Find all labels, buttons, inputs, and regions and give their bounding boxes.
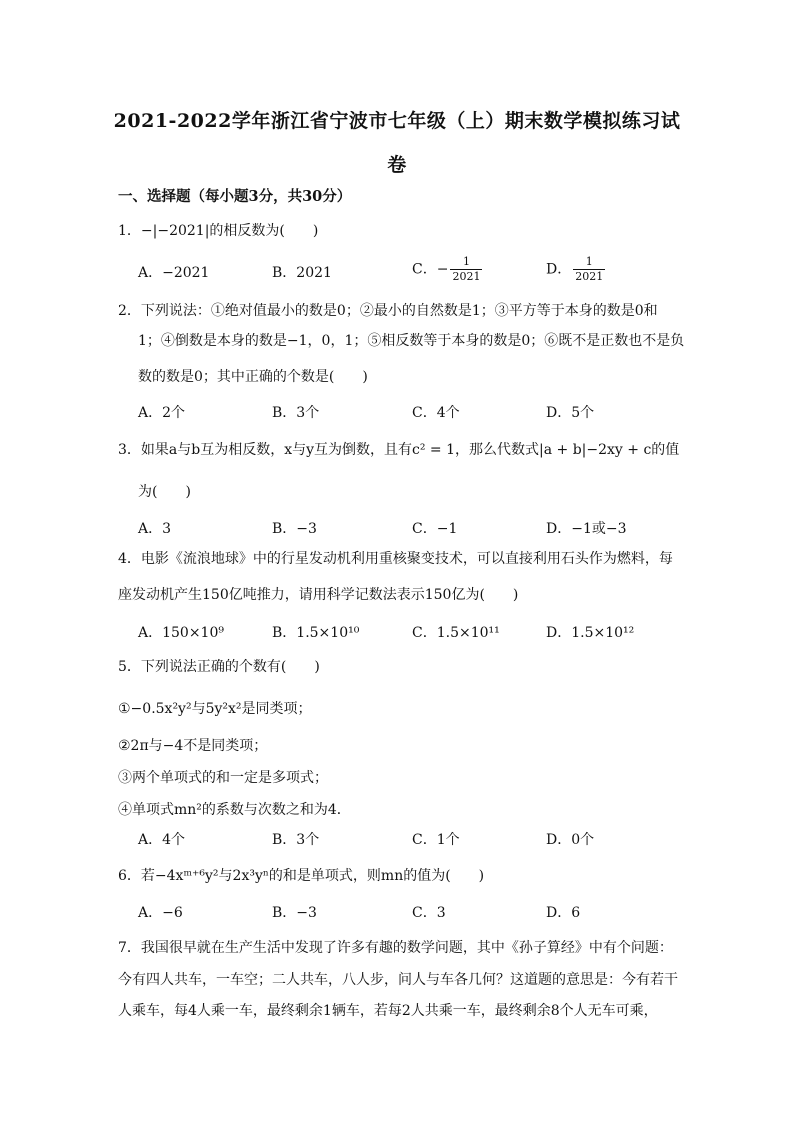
q4-option-b: B．1.5×10¹⁰ <box>272 625 360 641</box>
question-4-line-2: 座发动机产生150亿吨推力，请用科学记数法表示150亿为( ) <box>118 587 519 603</box>
question-5-statement-3: ③两个单项式的和一定是多项式； <box>118 770 328 786</box>
q2-option-d: D．5个 <box>546 405 595 421</box>
fraction-numerator: 1 <box>585 255 593 268</box>
question-5-statement-2: ②2π与−4不是同类项； <box>118 738 268 754</box>
q4-option-a: A．150×10⁹ <box>138 625 224 641</box>
question-5-statement-1: ①−0.5x²y²与5y²x²是同类项； <box>118 701 312 717</box>
q1-option-c-fraction <box>450 256 482 283</box>
q3-option-a: A．3 <box>138 521 172 537</box>
fraction-numerator: 1 <box>462 255 470 268</box>
q1-option-d-label: D． <box>546 261 572 278</box>
q4-option-c: C．1.5×10¹¹ <box>412 625 500 641</box>
question-2-line-2: 1；④倒数是本身的数是−1，0，1；⑤相反数等于本身的数是0；⑥既不是正数也不是负 <box>138 333 685 349</box>
q1-option-b: B．2021 <box>272 265 332 281</box>
q2-option-b: B．3个 <box>272 405 320 421</box>
question-7-line-2: 今有四人共车，一车空；二人共车，八人步，问人与车各几何？这道题的意思是：今有若干 <box>118 972 678 988</box>
q6-option-b: B．−3 <box>272 905 317 921</box>
q5-option-c: C．1个 <box>412 832 460 848</box>
question-2-line-1: 2．下列说法：①绝对值最小的数是0；②最小的自然数是1；③平方等于本身的数是0和 <box>118 303 658 319</box>
question-5-statement-4: ④单项式mn²的系数与次数之和为4． <box>118 802 351 818</box>
q3-option-c: C．−1 <box>412 521 458 537</box>
q1-option-c <box>412 256 482 283</box>
question-4-line-1: 4．电影《流浪地球》中的行星发动机利用重核聚变技术，可以直接利用石头作为燃料，每 <box>118 551 673 567</box>
fraction-denominator: 2021 <box>452 270 481 283</box>
q3-option-d: D．−1或−3 <box>546 521 627 537</box>
q1-option-d <box>546 256 605 283</box>
fraction-denominator: 2021 <box>575 270 604 283</box>
question-7-line-3: 人乘车，每4人乘一车，最终剩余1辆车，若每2人共乘一车，最终剩余8个人无车可乘， <box>118 1003 658 1019</box>
q5-option-a: A．4个 <box>138 832 186 848</box>
exam-title-line2: 卷 <box>387 154 407 176</box>
exam-title-line1: 2021-2022学年浙江省宁波市七年级（上）期末数学模拟练习试 <box>113 110 681 132</box>
section-heading: 一、选择题（每小题3分，共30分） <box>118 188 352 205</box>
q6-option-a: A．−6 <box>138 905 183 921</box>
q5-option-b: B．3个 <box>272 832 320 848</box>
q3-option-b: B．−3 <box>272 521 317 537</box>
q1-option-a: A．−2021 <box>138 265 210 281</box>
q1-option-d-fraction <box>573 256 605 283</box>
question-3-line-2: 为( ) <box>138 484 191 500</box>
question-2-line-3: 数的数是0；其中正确的个数是( ) <box>138 369 368 385</box>
question-1-stem: 1．−|−2021|的相反数为( ) <box>118 223 319 239</box>
q2-option-a: A．2个 <box>138 405 186 421</box>
q2-option-c: C．4个 <box>412 405 460 421</box>
q6-option-c: C．3 <box>412 905 446 921</box>
q1-option-c-label: C．− <box>412 261 449 278</box>
q6-option-d: D．6 <box>546 905 581 921</box>
question-6-stem: 6．若−4xᵐ⁺⁶y²与2x³yⁿ的和是单项式，则mn的值为( ) <box>118 868 485 884</box>
q4-option-d: D．1.5×10¹² <box>546 625 635 641</box>
question-3-line-1: 3．如果a与b互为相反数，x与y互为倒数，且有c² = 1，那么代数式|a + b|−2xy + c的值 <box>118 442 680 458</box>
question-5-stem: 5．下列说法正确的个数有( ) <box>118 659 320 675</box>
question-7-line-1: 7．我国很早就在生产生活中发现了许多有趣的数学问题，其中《孙子算经》中有个问题： <box>118 940 673 956</box>
q5-option-d: D．0个 <box>546 832 595 848</box>
